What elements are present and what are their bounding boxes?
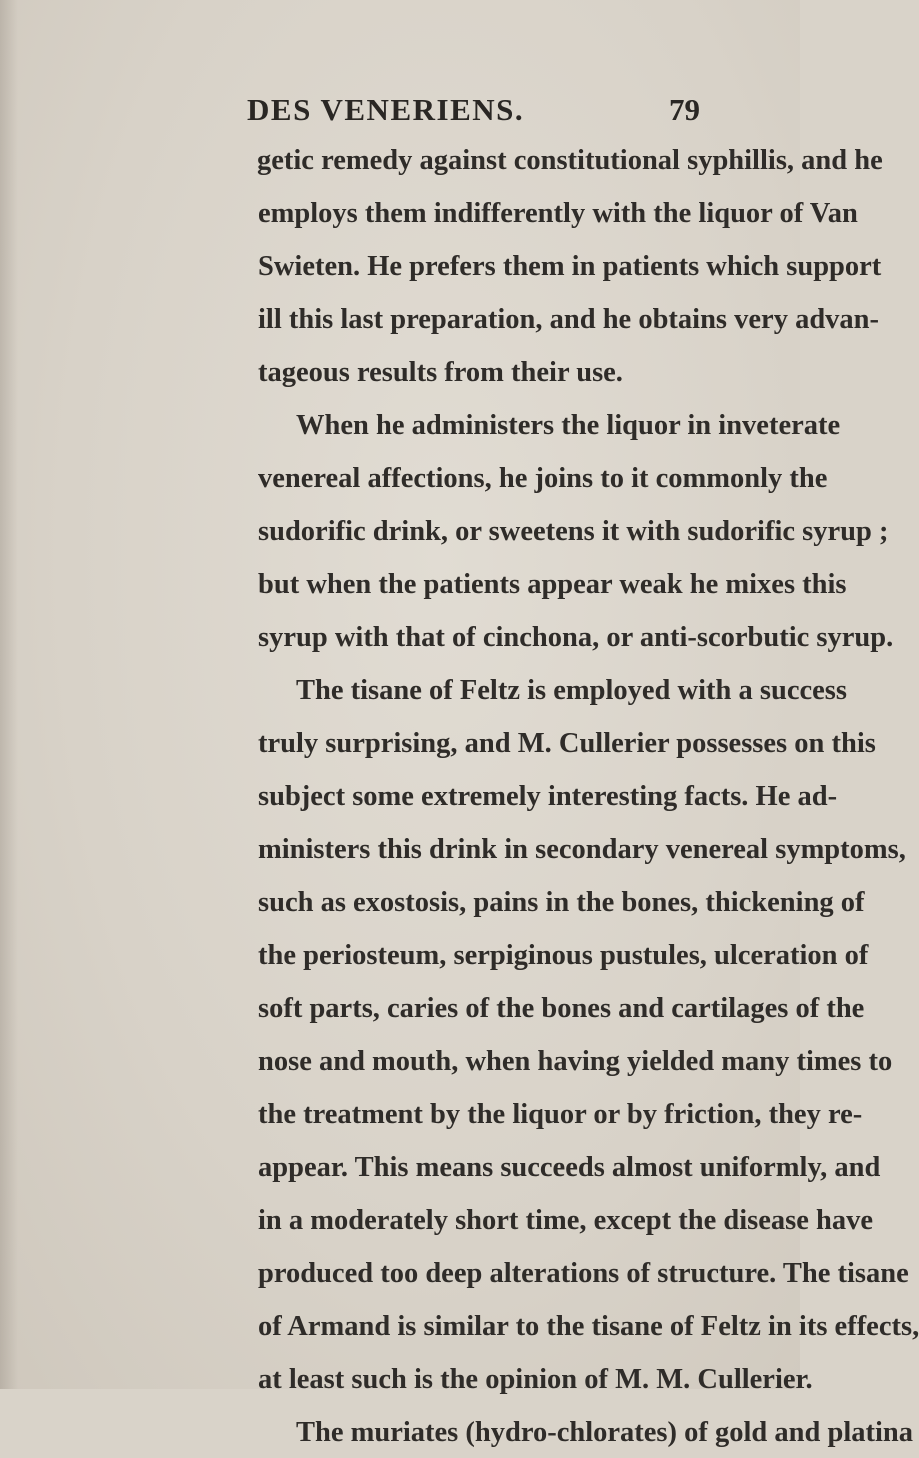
text-line: truly surprising, and M. Cullerier possesses on this [258, 728, 876, 759]
text-line: nose and mouth, when having yielded many times to [258, 1046, 893, 1077]
text-line: venereal affections, he joins to it commonly the [258, 463, 828, 494]
text-line: ministers this drink in secondary venereal symptoms, [258, 834, 906, 865]
text-line: produced too deep alterations of structure. The tisane [258, 1258, 909, 1289]
text-line: employs them indifferently with the liquor of Van [258, 198, 858, 229]
text-line: in a moderately short time, except the disease have [258, 1205, 874, 1236]
running-head [0, 92, 800, 132]
text-line: at least such is the opinion of M. M. Cullerier. [258, 1364, 813, 1395]
text-line: subject some extremely interesting facts. He ad- [258, 781, 838, 812]
running-title: DES VENERIENS. [247, 92, 525, 127]
text-line: soft parts, caries of the bones and cartilages of the [258, 993, 865, 1024]
page-number: 79 [669, 92, 700, 127]
text-line: such as exostosis, pains in the bones, thickening of [258, 887, 865, 918]
text-line: syrup with that of cinchona, or anti-scorbutic syrup. [258, 622, 894, 653]
text-line: but when the patients appear weak he mixes this [258, 569, 847, 600]
text-line: of Armand is similar to the tisane of Feltz in its effects, [258, 1311, 919, 1342]
text-line: sudorific drink, or sweetens it with sudorific syrup ; [258, 516, 889, 547]
text-line: ill this last preparation, and he obtains very advan- [258, 304, 880, 335]
text-line: the periosteum, serpiginous pustules, ulceration of [258, 940, 869, 971]
text-line: When he administers the liquor in inveterate [296, 410, 841, 441]
text-line: The tisane of Feltz is employed with a success [296, 675, 847, 706]
text-line: The muriates (hydro-chlorates) of gold and platina [296, 1417, 913, 1448]
text-line: the treatment by the liquor or by friction, they re- [258, 1099, 863, 1130]
text-line: getic remedy against constitutional syphillis, and he [257, 145, 883, 176]
text-line: Swieten. He prefers them in patients which support [258, 251, 882, 282]
page-edge-shadow [0, 0, 18, 1389]
text-line: appear. This means succeeds almost uniformly, and [258, 1152, 881, 1183]
text-line: tageous results from their use. [258, 357, 623, 388]
